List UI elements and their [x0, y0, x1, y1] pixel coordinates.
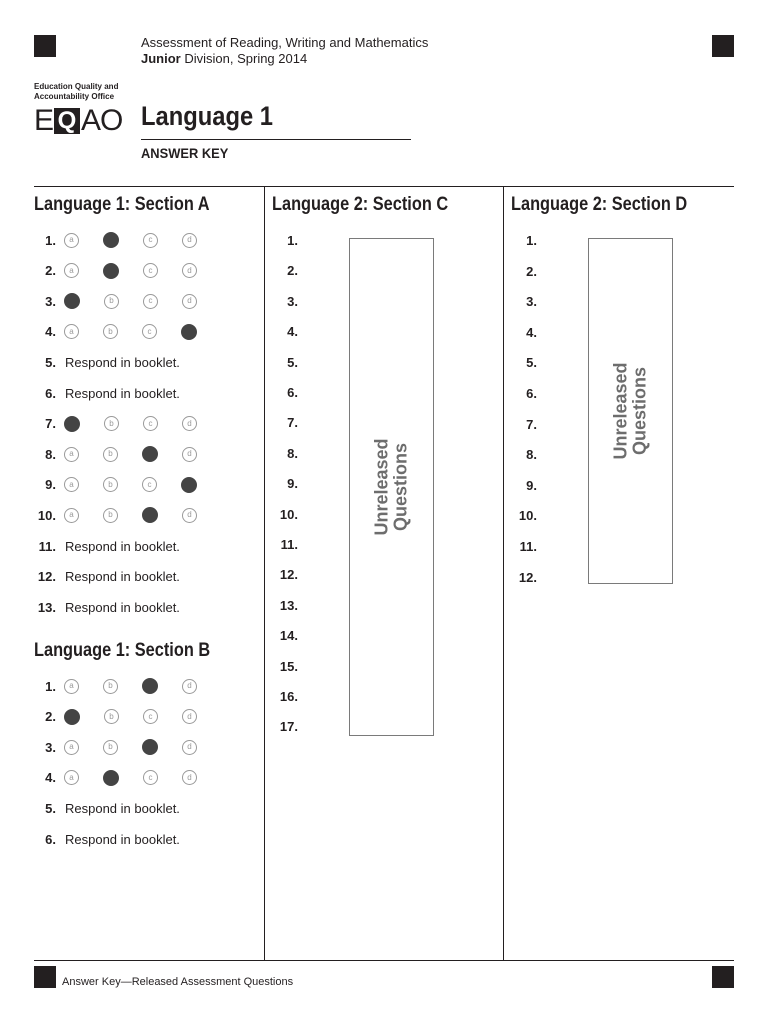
- answer-bubble-empty: b: [103, 447, 118, 462]
- org-name: Education Quality and Accountability Office: [34, 82, 119, 101]
- question-number: 9.: [45, 477, 56, 493]
- question-number: 13.: [37, 599, 56, 615]
- question-number: 6.: [45, 385, 56, 401]
- division-bold: Junior: [141, 51, 181, 66]
- question-response-note: Respond in booklet.: [65, 385, 180, 401]
- bottom-divider: [34, 960, 734, 961]
- question-number: 8.: [45, 446, 56, 462]
- answer-options: [64, 446, 221, 462]
- question-row: [26, 230, 221, 250]
- question-response-note: Respond in booklet.: [65, 831, 180, 847]
- question-row: [26, 798, 180, 818]
- question-number: 9.: [287, 476, 298, 492]
- answer-bubble-empty: c: [143, 770, 158, 785]
- answer-bubble-filled: [64, 709, 80, 725]
- top-divider: [34, 186, 734, 187]
- column-divider-2: [503, 187, 504, 960]
- answer-bubble-empty: c: [142, 477, 157, 492]
- question-number: 4.: [45, 324, 56, 340]
- question-number: 13.: [279, 597, 298, 613]
- title-divider: [141, 139, 411, 140]
- question-number: 4.: [287, 324, 298, 340]
- answer-options: [64, 678, 221, 694]
- question-row: [26, 414, 221, 434]
- question-number: 8.: [526, 447, 537, 463]
- question-response-note: Respond in booklet.: [65, 569, 180, 585]
- question-row: [26, 352, 180, 372]
- question-number: 9.: [526, 477, 537, 493]
- page-title: Language 1: [141, 101, 274, 131]
- registration-mark-bottom-left: [34, 966, 56, 988]
- question-row: [26, 536, 180, 556]
- question-number: 6.: [45, 831, 56, 847]
- registration-mark-bottom-right: [712, 966, 734, 988]
- answer-options: [64, 477, 221, 493]
- answer-options: [64, 416, 221, 432]
- question-number: 3.: [45, 293, 56, 309]
- question-number: 14.: [279, 628, 298, 644]
- question-number: 5.: [287, 354, 298, 370]
- question-number: 4.: [45, 770, 56, 786]
- question-number: 2.: [526, 263, 537, 279]
- question-number: 11.: [519, 539, 537, 554]
- answer-bubble-empty: c: [143, 263, 158, 278]
- answer-bubble-empty: a: [64, 477, 79, 492]
- question-row: [26, 597, 180, 617]
- question-number: 7.: [45, 416, 56, 432]
- section-c-unreleased-label: [373, 438, 411, 535]
- question-row: [26, 676, 221, 696]
- question-number: 10.: [518, 508, 537, 524]
- question-number: 1.: [45, 678, 56, 694]
- answer-bubble-filled: [142, 678, 158, 694]
- question-number: 11.: [280, 537, 298, 552]
- division-rest: Division, Spring 2014: [180, 51, 308, 66]
- section-c-title: Language 2: Section C: [272, 194, 449, 215]
- answer-options: [64, 507, 221, 523]
- section-b-title: Language 1: Section B: [34, 640, 211, 661]
- column-divider-1: [264, 187, 265, 960]
- question-number: 4.: [526, 324, 537, 340]
- question-row: [26, 567, 180, 587]
- question-row: [26, 261, 221, 281]
- question-number: 12.: [37, 569, 56, 585]
- question-row: [26, 768, 221, 788]
- answer-bubble-empty: a: [64, 740, 79, 755]
- answer-bubble-empty: c: [143, 416, 158, 431]
- answer-options: [64, 739, 221, 755]
- question-number: 12.: [518, 569, 537, 585]
- question-response-note: Respond in booklet.: [65, 538, 180, 554]
- question-response-note: Respond in booklet.: [65, 599, 180, 615]
- section-c-unreleased-line1: Unreleased: [371, 438, 392, 536]
- question-number: 15.: [279, 658, 298, 674]
- question-number: 5.: [526, 355, 537, 371]
- page-subtitle: ANSWER KEY: [141, 145, 229, 161]
- answer-bubble-empty: a: [64, 233, 79, 248]
- question-number: 16.: [279, 689, 298, 704]
- answer-bubble-empty: b: [103, 477, 118, 492]
- answer-bubble-empty: d: [182, 709, 197, 724]
- question-row: [26, 322, 221, 342]
- question-row: [26, 707, 221, 727]
- section-d-unreleased-label: [612, 362, 650, 459]
- answer-bubble-empty: d: [182, 740, 197, 755]
- answer-bubble-filled: [103, 263, 119, 279]
- answer-bubble-empty: a: [64, 324, 79, 339]
- section-d-unreleased-line2: Questions: [629, 367, 650, 456]
- answer-bubble-empty: c: [143, 233, 158, 248]
- answer-options: [64, 324, 221, 340]
- answer-bubble-filled: [142, 446, 158, 462]
- answer-bubble-filled: [181, 477, 197, 493]
- answer-bubble-empty: d: [182, 294, 197, 309]
- question-row: [26, 475, 221, 495]
- logo-ao: AO: [81, 104, 123, 137]
- question-number: 3.: [526, 294, 537, 310]
- answer-bubble-empty: c: [143, 294, 158, 309]
- answer-bubble-empty: c: [143, 709, 158, 724]
- question-row: [26, 505, 221, 525]
- question-number: 2.: [45, 263, 56, 279]
- question-number: 5.: [45, 800, 56, 816]
- answer-bubble-empty: b: [104, 294, 119, 309]
- question-number: 1.: [287, 233, 298, 248]
- section-a-title: Language 1: Section A: [34, 194, 210, 215]
- question-number: 17.: [279, 719, 298, 735]
- question-number: 10.: [37, 507, 56, 523]
- answer-options: [64, 263, 221, 279]
- question-row: [26, 291, 221, 311]
- question-number: 7.: [287, 415, 298, 431]
- answer-bubble-filled: [181, 324, 197, 340]
- answer-bubble-empty: a: [64, 770, 79, 785]
- division-line: [141, 51, 307, 66]
- answer-bubble-filled: [103, 770, 119, 786]
- answer-bubble-empty: a: [64, 263, 79, 278]
- answer-options: [64, 770, 221, 786]
- answer-bubble-empty: d: [182, 263, 197, 278]
- section-d-title: Language 2: Section D: [511, 194, 688, 215]
- eqao-logo: [34, 105, 122, 137]
- section-d-unreleased-box: [588, 238, 673, 584]
- question-number: 5.: [45, 354, 56, 370]
- answer-bubble-filled: [103, 232, 119, 248]
- answer-bubble-empty: d: [182, 508, 197, 523]
- logo-q: Q: [54, 108, 80, 134]
- question-row: [26, 444, 221, 464]
- answer-bubble-empty: b: [103, 679, 118, 694]
- answer-options: [64, 293, 221, 309]
- section-d-unreleased-line1: Unreleased: [610, 362, 631, 460]
- question-number: 1.: [45, 232, 56, 248]
- answer-bubble-empty: b: [103, 324, 118, 339]
- question-number: 7.: [526, 416, 537, 432]
- answer-bubble-empty: b: [104, 709, 119, 724]
- question-number: 6.: [287, 385, 298, 400]
- assessment-name: Assessment of Reading, Writing and Mathematics: [141, 35, 429, 50]
- answer-bubble-filled: [64, 293, 80, 309]
- answer-bubble-empty: d: [182, 416, 197, 431]
- answer-options: [64, 709, 221, 725]
- answer-bubble-empty: d: [182, 447, 197, 462]
- answer-bubble-filled: [142, 507, 158, 523]
- answer-bubble-empty: d: [182, 679, 197, 694]
- question-number: 2.: [287, 263, 298, 279]
- question-row: [26, 829, 180, 849]
- answer-bubble-empty: b: [103, 508, 118, 523]
- registration-mark-top-right: [712, 35, 734, 57]
- answer-bubble-empty: d: [182, 233, 197, 248]
- answer-options: [64, 232, 221, 248]
- question-response-note: Respond in booklet.: [65, 800, 180, 816]
- answer-bubble-empty: b: [104, 416, 119, 431]
- section-c-unreleased-box: [349, 238, 434, 736]
- registration-mark-top-left: [34, 35, 56, 57]
- answer-bubble-filled: [64, 416, 80, 432]
- answer-bubble-empty: a: [64, 508, 79, 523]
- question-number: 1.: [526, 233, 537, 248]
- question-number: 11.: [38, 538, 56, 554]
- question-number: 3.: [45, 739, 56, 755]
- question-number: 2.: [45, 709, 56, 725]
- question-number: 8.: [287, 445, 298, 461]
- logo-e: E: [34, 104, 54, 137]
- footer-text: Answer Key—Released Assessment Questions: [62, 976, 294, 988]
- question-number: 3.: [287, 293, 298, 309]
- question-row: [26, 383, 180, 403]
- answer-bubble-filled: [142, 739, 158, 755]
- question-number: 10.: [279, 506, 298, 522]
- answer-bubble-empty: d: [182, 770, 197, 785]
- question-number: 6.: [526, 386, 537, 401]
- answer-bubble-empty: a: [64, 679, 79, 694]
- question-row: [26, 737, 221, 757]
- question-number: 12.: [279, 567, 298, 583]
- question-response-note: Respond in booklet.: [65, 354, 180, 370]
- answer-bubble-empty: a: [64, 447, 79, 462]
- answer-bubble-empty: b: [103, 740, 118, 755]
- answer-bubble-empty: c: [142, 324, 157, 339]
- section-c-unreleased-line2: Questions: [390, 443, 411, 532]
